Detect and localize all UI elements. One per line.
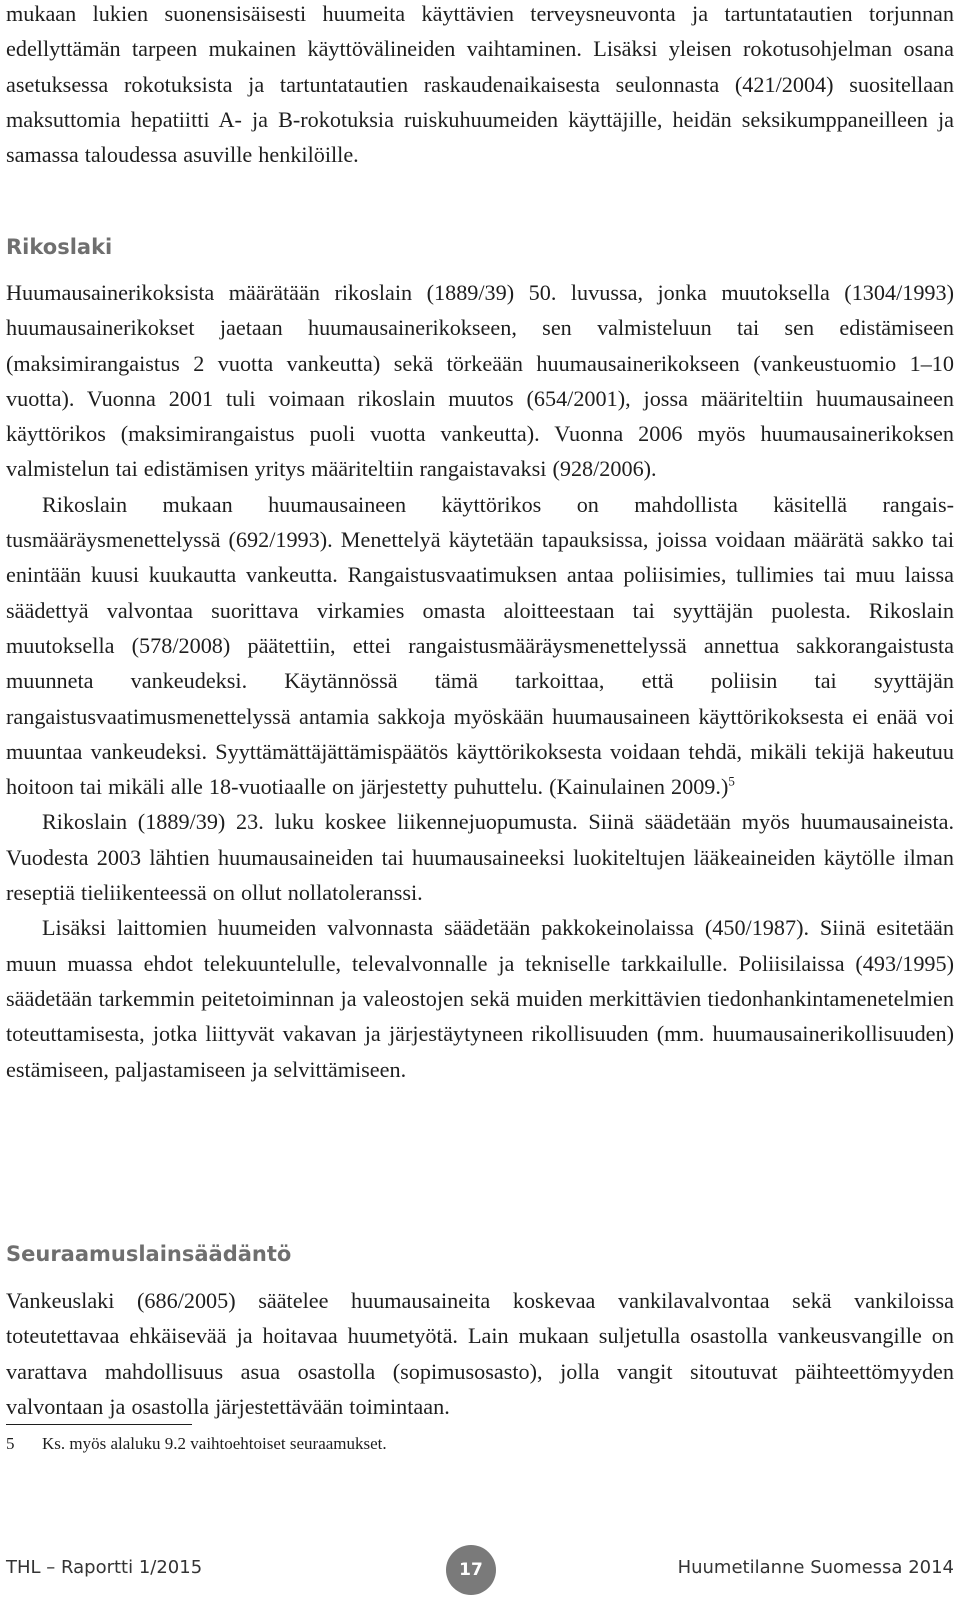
body-paragraph-text: Rikoslain mukaan huumausaineen käyttörikos on mahdollista käsitellä rangaistusmääräysmenettelyssä (692/1993). Menettelyä käytetään tapauksissa, joissa voidaan määrätä sakko tai enintään kuusi kuukautta vankeutta. Rangaistusvaatimuksen antaa poliisimies, tullimies tai muu laissa säädettyä valvontaa suorittava virkamies omasta aloitteestaan tai syyttäjän puolesta. Rikoslain muutoksella (578/2008) päätettiin, ettei rangaistusmääräysmenettelyssä annettua sakkorangaistusta muunneta vankeudeksi. Käytännössä tämä tarkoittaa, että poliisin tai syyttäjän rangaistusvaatimusmenettelyssä antamia sakkoja myöskään huumausaineen käyttörikoksesta ei enää voi muuntaa vankeudeksi. Syyttämättäjättämispäätös käyttörikoksesta voidaan tehdä, mikäli tekijä hakeutuu hoitoon tai mikäli alle 18-vuotiaalle on järjestetty puhuttelu. (Kainulainen 2009.) <box>6 491 954 800</box>
body-paragraph: Lisäksi laittomien huumeiden valvonnasta säädetään pakkokeinolaissa (450/1987). Siinä esitetään muun muassa ehdot telekuuntelulle, televalvonnalle ja tekniselle tarkkailulle. Poliisilaissa (493/1995) säädetään tarkemmin peitetoiminnan ja valeostojen sekä muiden merkittävien tiedonhankintamenetelmien toteuttamisesta, jotka liittyvät vakavan ja järjestäytyneen rikollisuuden (mm. huumausainerikollisuuden) estämiseen, paljastamiseen ja selvittämiseen. <box>6 915 954 1082</box>
body-paragraph: mukaan lukien suonensisäisesti huumeita käyttävien terveysneuvonta ja tartuntatautien torjunnan edellyttämän tarpeen mukainen käyttövälineiden vaihtaminen. Lisäksi yleisen rokotusohjelman osana asetuksessa rokotuksista ja tartuntatautien raskaudenaikaisesta seulonnasta (421/2004) suositellaan maksuttomia hepatiitti A- ja B-rokotuksia ruiskuhuumeiden käyttäjille, heidän seksikumppaneilleen ja samassa taloudessa asuville henkilöille. <box>6 1 954 168</box>
body-paragraph: Huumausainerikoksista määrätään rikoslain (1889/39) 50. luvussa, jonka muutoksella (1304/1993) huumausainerikokset jaetaan huumausainerikokseen, sen valmisteluun tai sen edistämiseen (maksimirangaistus 2 vuotta vankeutta) sekä törkeään huumausainerikokseen (vankeustuomio 1–10 vuotta). Vuonna 2001 tuli voimaan rikoslain muutos (654/2001), jossa määriteltiin huumausaineen käyttörikos (maksimirangaistus puoli vuotta vankeutta). Vuonna 2006 myös huumausainerikoksen valmistelun tai edistämisen yritys määriteltiin rangaistavaksi (928/2006). <box>6 280 954 482</box>
page-footer <box>6 1545 954 1595</box>
footer-report-name: THL – Raportti 1/2015 <box>6 1557 203 1578</box>
footnote-text: Ks. myös alaluku 9.2 vaihtoehtoiset seuraamukset. <box>42 1434 387 1453</box>
section-heading-rikoslaki: Rikoslaki <box>6 235 113 259</box>
footnote-reference[interactable]: 5 <box>728 773 735 789</box>
body-paragraph <box>6 487 954 805</box>
footnote-divider <box>6 1424 192 1425</box>
section-heading-seuraamuslainsaadanto: Seuraamuslainsäädäntö <box>6 1242 292 1266</box>
body-paragraph: Vankeuslaki (686/2005) säätelee huumausaineita koskevaa vankilavalvontaa sekä vankiloissa toteutettavaa ehkäisevää ja hoitavaa huumetyötä. Lain mukaan suljetulla osastolla vankeusvangille on varattava mahdollisuus asua osastolla (sopimusosasto), jolla vangit sitoutuvat päihteettömyyden valvontaan ja osastolla järjestettävään toimintaan. <box>6 1288 954 1419</box>
footer-publication-title: Huumetilanne Suomessa 2014 <box>677 1557 954 1578</box>
rikoslaki-section-body <box>6 275 954 1087</box>
body-paragraph: Rikoslain (1889/39) 23. luku koskee liikennejuopumusta. Siinä säädetään myös huumausaineista. Vuodesta 2003 lähtien huumausaineiden tai huumausaineeksi luokiteltujen lääkeaineiden käytölle ilman reseptiä tieliikenteessä on ollut nollatoleranssi. <box>6 809 954 906</box>
footnote-number: 5 <box>6 1434 15 1453</box>
page-number-badge: 17 <box>446 1545 496 1595</box>
footnote <box>6 1432 387 1456</box>
